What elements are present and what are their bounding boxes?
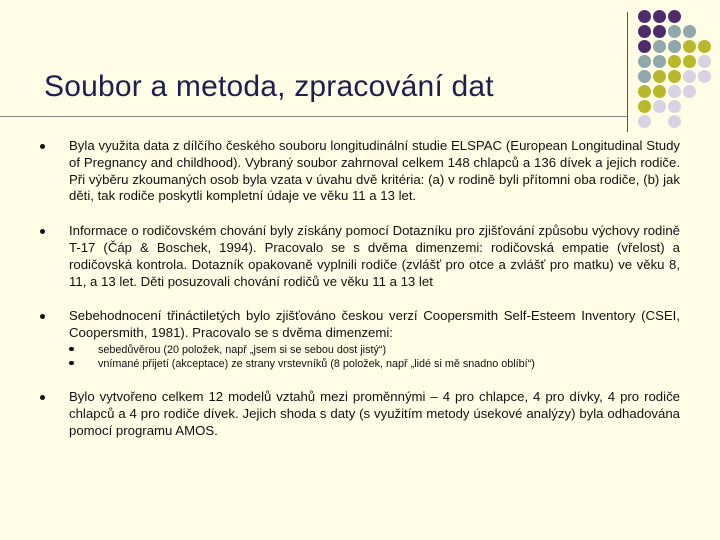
- decorative-dot: [638, 25, 651, 38]
- decorative-dot: [638, 70, 651, 83]
- decorative-dot: [668, 55, 681, 68]
- bullet-text: Sebehodnocení třináctiletých bylo zjišťováno českou verzí Coopersmith Self-Esteem Inventory (CSEI, Coopersmith, 1981). Pracovalo se s dvěma dimenzemi:: [69, 308, 680, 341]
- title-divider: [0, 116, 628, 117]
- sub-bullet-text: sebedůvěrou (20 položek, např „jsem si se sebou dost jistý“): [98, 343, 387, 356]
- decorative-dot: [638, 100, 651, 113]
- decorative-dot: [653, 25, 666, 38]
- sub-bullet-text: vnímané přijetí (akceptace) ze strany vrstevníků (8 položek, např „lidé si mě snadno oblíbí“): [98, 357, 535, 370]
- decorative-dot: [638, 40, 651, 53]
- decorative-dot: [668, 85, 681, 98]
- bullet-icon: [40, 314, 45, 319]
- sub-bullet-icon: [69, 361, 74, 366]
- decorative-dot: [653, 70, 666, 83]
- decorative-dot: [653, 55, 666, 68]
- decorative-dot: [668, 70, 681, 83]
- decorative-dot: [668, 40, 681, 53]
- decorative-dot: [638, 10, 651, 23]
- decorative-dot: [668, 25, 681, 38]
- decorative-dot: [683, 40, 696, 53]
- decorative-dot: [698, 55, 711, 68]
- bullet-item-models: [40, 389, 680, 439]
- decorative-dot: [668, 10, 681, 23]
- decorative-dot: [638, 55, 651, 68]
- bullet-icon: [40, 395, 45, 400]
- sub-bullet-item-acceptance: [69, 357, 680, 371]
- decorative-dot: [638, 115, 651, 128]
- slide-title: Soubor a metoda, zpracování dat: [44, 70, 494, 103]
- decorative-dot: [683, 25, 696, 38]
- bullet-icon: [40, 229, 45, 234]
- decorative-dot: [683, 55, 696, 68]
- decorative-dot: [683, 70, 696, 83]
- decorative-dot: [638, 85, 651, 98]
- bullet-text: Bylo vytvořeno celkem 12 modelů vztahů mezi proměnnými – 4 pro chlapce, 4 pro dívky, 4 pro rodiče chlapců a 4 pro rodiče dívek. Jejich shoda s daty (s využitím metody úsekové analýzy) byla odhadována pomocí programu AMOS.: [69, 388, 680, 438]
- decorative-dot: [668, 115, 681, 128]
- bullet-text: Informace o rodičovském chování byly získány pomocí Dotazníku pro zjišťování způsobu výchovy rodině T-17 (Čáp & Boschek, 1994). Pracovalo se s dvěma dimenzemi: rodičovská empatie (vřelost) a rodičovská kontrola. Dotazník opakovaně vyplnili rodiče (zvlášť pro otce a zvlášť pro matku) ve věku 8, 11, a 13 let. Děti posuzovali chování rodičů ve věku 11 a 13 let: [69, 223, 680, 289]
- decorative-dot: [698, 70, 711, 83]
- decorative-dot: [653, 40, 666, 53]
- sub-bullet-icon: [69, 347, 74, 352]
- sub-bullet-list: [69, 343, 680, 371]
- decorative-dot: [653, 10, 666, 23]
- bullet-item-data-source: [40, 138, 680, 205]
- decorative-dot: [653, 85, 666, 98]
- decorative-dot: [683, 85, 696, 98]
- bullet-text: Byla využita data z dílčího českého souboru longitudinální studie ELSPAC (European Longitudinal Study of Pregnancy and childhood). Vybraný soubor zahrnoval celkem 148 chlapců a 136 dívek a jejich rodiče. Při výběru zkoumaných osob byla vzata v úvahu dvě kritéria: (a) v rodině byli přítomni oba rodiče, (b) jak děti, tak rodiče poskytli kompletní údaje ve věku 11 a 13 let.: [69, 138, 680, 204]
- decorative-dot: [668, 100, 681, 113]
- vertical-divider: [627, 12, 628, 132]
- sub-bullet-item-confidence: [69, 343, 680, 357]
- bullet-icon: [40, 144, 45, 149]
- bullet-list: [40, 138, 680, 457]
- bullet-item-parenting-info: [40, 223, 680, 290]
- decorative-dot: [698, 40, 711, 53]
- bullet-item-self-esteem: [40, 308, 680, 371]
- decorative-dot-grid: [638, 10, 720, 130]
- decorative-dot: [653, 100, 666, 113]
